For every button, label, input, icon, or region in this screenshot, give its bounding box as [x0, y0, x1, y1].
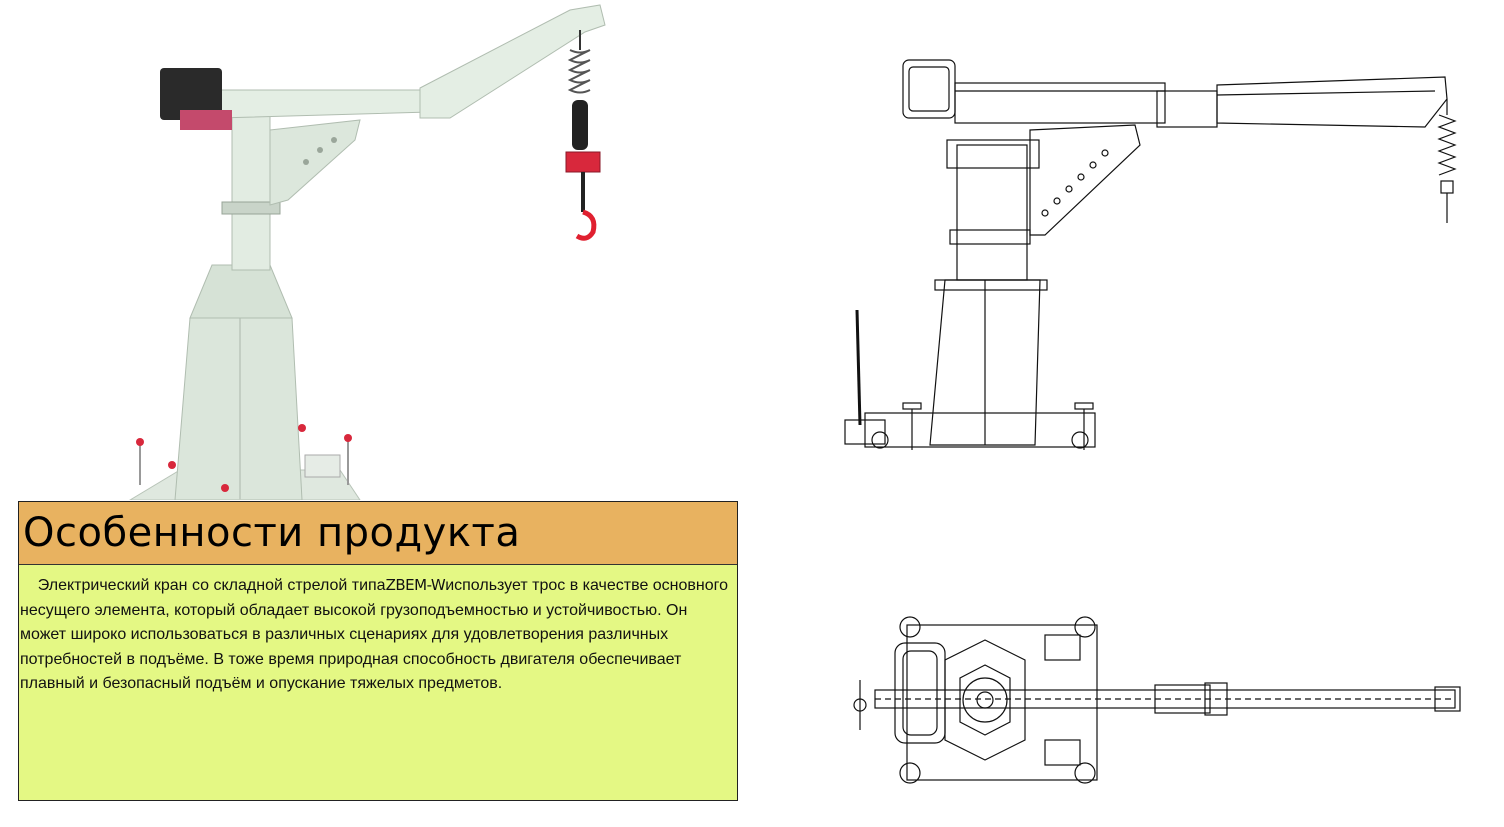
crane-column	[232, 115, 270, 270]
side-view-drawing	[835, 55, 1475, 465]
description-text-start: Электрический кран со складной стрелой типа	[37, 577, 386, 594]
hoist-red-block	[566, 152, 600, 172]
crane-product-photo	[120, 0, 620, 500]
hook-icon	[577, 212, 594, 238]
drawing-brace	[1030, 125, 1140, 235]
product-features-title: Особенности продукта	[23, 510, 521, 556]
drawing-boom	[955, 83, 1165, 123]
crane-pedestal	[175, 318, 302, 500]
crane-boom	[218, 90, 430, 118]
top-view-drawing	[835, 605, 1475, 795]
product-features-header	[19, 502, 737, 565]
drawing-spring	[1439, 115, 1455, 175]
model-name: ZBEM-W	[385, 576, 446, 594]
drawing-base	[865, 413, 1095, 447]
drawing-hex-plate	[945, 640, 1025, 760]
product-features-description	[19, 565, 737, 697]
wheel-tr	[1075, 617, 1095, 637]
wheel-tl	[900, 617, 920, 637]
drawing-column	[957, 145, 1027, 280]
spring-coil	[570, 50, 590, 93]
drawing-motor	[903, 60, 955, 118]
product-features-panel	[18, 501, 738, 801]
description-text-rest: использует трос в качестве основного несущего элемента, который обладает высокой грузоподъемностью и устойчивостью. Он может широко использоваться в различных сценариях для удовлетворения различных потребностей в подъёме. В тоже время природная способность двигателя обеспечивает плавный и безопасный подъём и опускание тяжелых предметов.	[20, 577, 729, 692]
crane-brace	[270, 120, 360, 205]
